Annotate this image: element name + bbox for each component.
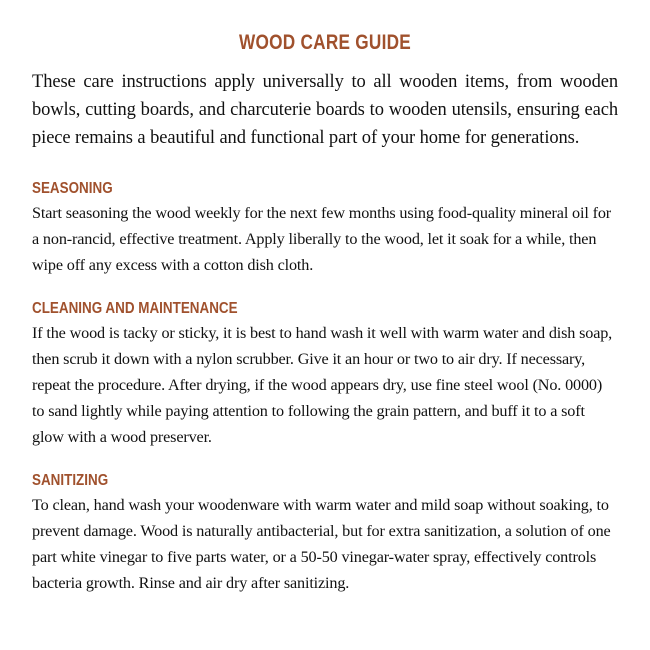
section-body-cleaning-maintenance: If the wood is tacky or sticky, it is best to hand wash it well with warm water and dish soap, then scrub it down with a nylon scrubber. Give it an hour or two to air dry. If necessary, repeat the procedure. After drying, if the wood appears dry, use fine steel wool (No. 0000) to sand lightly while paying attention to following the grain pattern, and buff it to a soft glow with a wood preserver. <box>32 324 613 446</box>
section-heading-seasoning: SEASONING <box>32 180 113 197</box>
section-body-seasoning: Start seasoning the wood weekly for the next few months using food-quality mineral oil for a non-rancid, effective treatment. Apply liberally to the wood, let it soak for a while, then wipe off any excess with a cotton dish cloth. <box>32 204 612 274</box>
section-cleaning-maintenance <box>32 298 618 450</box>
section-sanitizing <box>32 470 618 596</box>
page-title: WOOD CARE GUIDE <box>238 31 412 54</box>
section-heading-sanitizing: SANITIZING <box>32 472 109 489</box>
wood-care-guide <box>32 30 618 596</box>
section-body-sanitizing: To clean, hand wash your woodenware with warm water and mild soap without soaking, to prevent damage. Wood is naturally antibacterial, but for extra sanitization, a solution of one part white vinegar to five parts water, or a 50-50 vinegar-water spray, effectively controls bacteria growth. Rinse and air dry after sanitizing. <box>32 496 611 592</box>
section-seasoning <box>32 178 618 278</box>
section-heading-cleaning-maintenance: CLEANING AND MAINTENANCE <box>32 300 238 317</box>
intro-paragraph: These care instructions apply universally to all wooden items, from wooden bowls, cutting boards, and charcuterie boards to wooden utensils, ensuring each piece remains a beautiful and functional part of your home for generations. <box>32 72 618 148</box>
